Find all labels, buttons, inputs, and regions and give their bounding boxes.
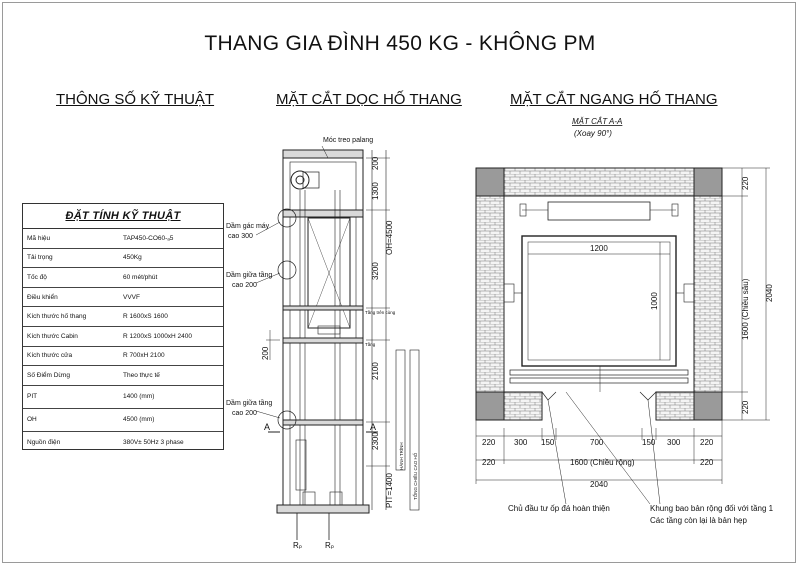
drawing-title: THANG GIA ĐÌNH 450 KG - KHÔNG PM: [204, 32, 596, 55]
dim-1300: 1300: [371, 182, 380, 200]
corner-post: [694, 392, 722, 420]
corner-post: [694, 168, 722, 196]
dim-200-top: 200: [371, 156, 380, 170]
beam2-label-a: Dầm giữa tầng: [226, 272, 273, 279]
cabin-inner: [528, 242, 670, 360]
spec-key: Tải trọng: [27, 254, 53, 262]
wall-left: [476, 196, 504, 414]
note-frame-2: Các tầng còn lại là bản hẹp: [650, 516, 747, 525]
dim-width-inner: 1600 (Chiều rộng): [570, 458, 635, 467]
spec-value: 4500 (mm): [123, 416, 155, 424]
side-rail: [684, 284, 694, 302]
dim-bottom-2: 300: [514, 438, 528, 447]
section-mark-left: A: [264, 422, 271, 432]
car-bottom: [318, 326, 340, 334]
beam2-label-b: cao 200: [232, 282, 257, 289]
rp-label: Rₚ: [293, 541, 303, 550]
dim-bottom-6: 300: [667, 438, 681, 447]
door-track: [510, 378, 688, 383]
spec-value: TAP450-CO60-ₐ5: [123, 234, 174, 242]
cross-rotate-note: (Xoay 90°): [574, 129, 612, 138]
dim-cab-width: 1200: [590, 244, 608, 253]
travel-label: HÀNH TRÌNH: [399, 442, 404, 470]
door-track: [510, 370, 688, 375]
door-frame-right: [640, 392, 656, 400]
spec-key: Nguồn điện: [27, 439, 61, 447]
spec-value: R 700xH 2100: [123, 352, 165, 360]
cross-section-title: MẶT CẮT NGANG HỐ THANG: [510, 91, 718, 108]
dim-width-left: 220: [482, 458, 496, 467]
dim-right-total: 2040: [765, 284, 774, 302]
spec-key: Tốc độ: [27, 273, 47, 281]
dim-2100: 2100: [371, 362, 380, 380]
beam3-label-b: cao 200: [232, 410, 257, 417]
spec-value: 1400 (mm): [123, 393, 155, 401]
counterweight-plan: [548, 202, 650, 220]
traction-machine-icon: [291, 171, 309, 189]
top-slab: [283, 150, 363, 158]
dim-cab-depth: 1000: [650, 292, 659, 310]
floor-beam: [283, 338, 363, 343]
spec-value: R 1200xS 1000xH 2400: [123, 332, 193, 340]
spec-key: Kích thước cửa: [27, 352, 73, 360]
dim-width-right: 220: [700, 458, 714, 467]
beam-callout: [278, 261, 296, 279]
cross-internals: [476, 168, 770, 504]
dim-bottom-3: 150: [541, 438, 555, 447]
leader: [566, 392, 650, 504]
floor-mark-label: Tầng: [365, 342, 376, 347]
spec-table-heading: ĐẶT TÍNH KỸ THUẬT: [23, 204, 223, 229]
dim-200-mid: 200: [261, 346, 270, 360]
spec-key: Số Điểm Dừng: [27, 371, 71, 379]
spec-value: 450Kg: [123, 254, 142, 262]
beam1-label-a: Dầm gác máy: [226, 223, 270, 230]
note-owner: Chủ đầu tư ốp đá hoàn thiện: [508, 504, 610, 513]
floor-beam: [283, 306, 363, 310]
spec-key: Mã hiệu: [27, 234, 51, 242]
beam1-label-b: cao 300: [228, 233, 253, 240]
leader: [548, 400, 566, 504]
specs-section-title: THÔNG SỐ KỸ THUẬT: [56, 91, 215, 108]
cross-section: [476, 168, 770, 504]
dim-bottom-5: 150: [642, 438, 656, 447]
spec-key: OH: [27, 416, 37, 424]
spec-value: R 1600xS 1600: [123, 313, 168, 321]
leader: [256, 411, 280, 418]
side-rail: [504, 284, 514, 302]
dim-bottom-1: 220: [482, 438, 496, 447]
dim-pit: PIT=1400: [385, 473, 394, 508]
total-height-label: TỔNG CHIỀU CAO HỐ: [413, 452, 418, 500]
wall-top: [476, 168, 722, 196]
spec-key: Điều khiển: [27, 293, 58, 301]
dim-right-bottom: 220: [741, 400, 750, 414]
rp-label: Rₚ: [325, 541, 335, 550]
corner-post: [476, 168, 504, 196]
motor-icon: [303, 172, 319, 188]
dim-3200: 3200: [371, 262, 380, 280]
counterweight: [296, 440, 306, 490]
longitudinal-section: [256, 146, 419, 540]
spec-key: PIT: [27, 393, 38, 401]
spec-value: 380V± 50Hz 3 phase: [123, 439, 184, 447]
dim-bottom-4: 700: [590, 438, 604, 447]
dim-oh: OH=4500: [385, 220, 394, 255]
spec-key: Kích thước Cabin: [27, 332, 78, 340]
dim-width-total: 2040: [590, 480, 608, 489]
dim-bottom-7: 220: [700, 438, 714, 447]
note-frame-1: Khung bao bản rộng đối với tầng 1: [650, 504, 774, 513]
dim-right-top: 220: [741, 176, 750, 190]
spec-key: Kích thước hố thang: [27, 313, 87, 321]
spec-value: 60 mét/phút: [123, 273, 158, 281]
wall-right: [694, 196, 722, 414]
door-frame-left: [542, 392, 556, 400]
corner-post: [476, 392, 504, 420]
spec-value: Theo thực tế: [123, 371, 160, 379]
top-floor-label: Tầng trên cùng: [365, 310, 396, 315]
spec-value: VVVF: [123, 293, 140, 301]
pit-slab: [277, 505, 369, 513]
beam3-label-a: Dầm giữa tầng: [226, 400, 273, 407]
hook-label: Móc treo palang: [323, 137, 374, 144]
section-mark-right: A: [370, 422, 377, 432]
dim-right-mid: 1600 (Chiều sâu): [741, 278, 750, 340]
dim-2300: 2300: [371, 432, 380, 450]
cross-subtitle: MẶT CẮT A-A: [572, 117, 623, 126]
longitudinal-section-title: MẶT CẮT DỌC HỐ THANG: [276, 91, 462, 108]
